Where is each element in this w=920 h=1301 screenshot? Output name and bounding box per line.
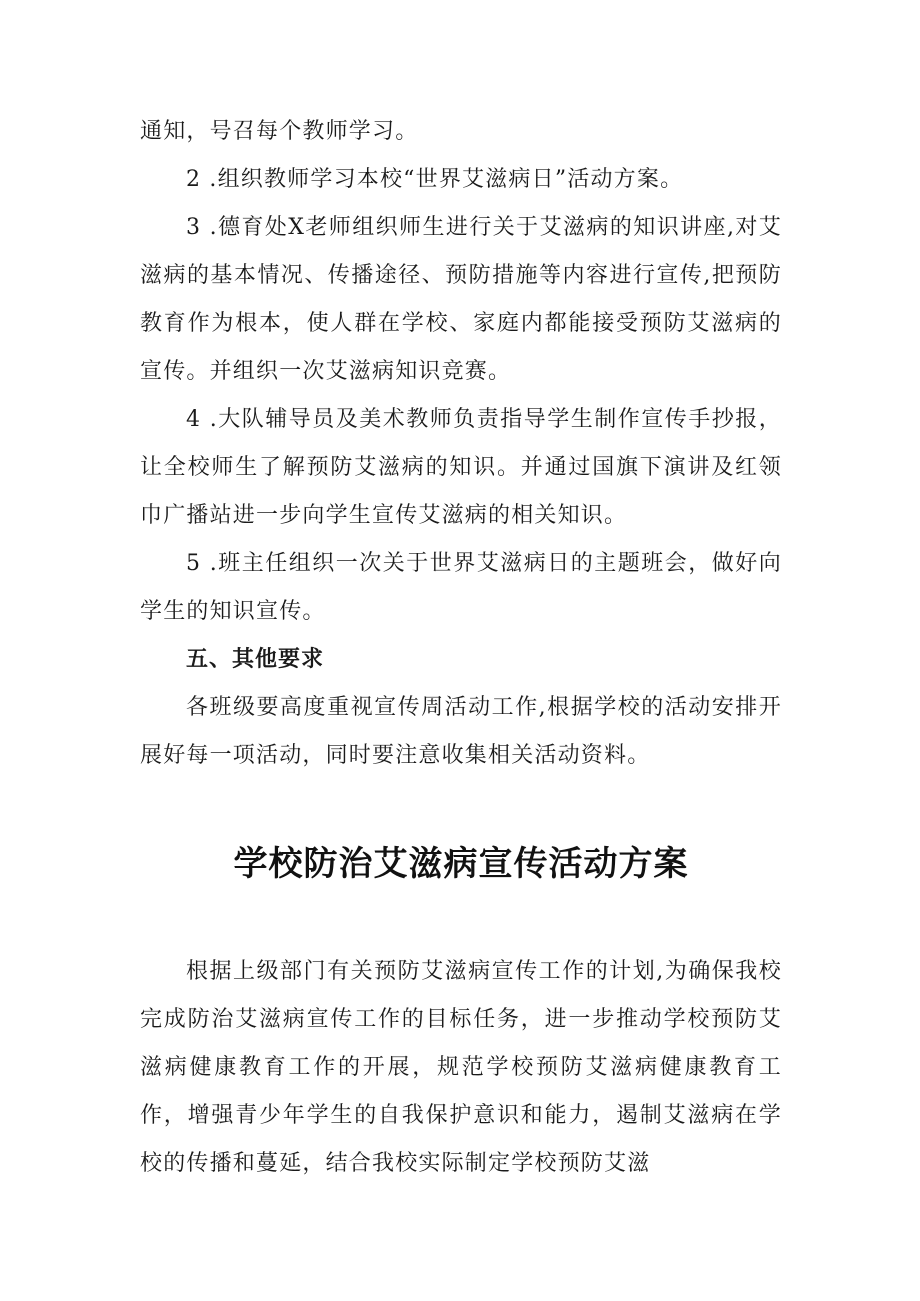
paragraph-item-3: 3 .德育处X老师组织师生进行关于艾滋病的知识讲座,对艾滋病的基本情况、传播途径、预防措施等内容进行宣传,把预防教育作为根本，使人群在学校、家庭内都能接受预防艾滋病的宣传。并组织一次艾滋病知识竞赛。 xyxy=(140,215,782,384)
paragraph-item-2: 2 .组织教师学习本校“世界艾滋病日”活动方案。 xyxy=(186,167,684,192)
paragraph-item-4: 4 .大队辅导员及美术教师负责指导学生制作宣传手抄报，让全校师生了解预防艾滋病的知识。并通过国旗下演讲及红领巾广播站进一步向学生宣传艾滋病的相关知识。 xyxy=(140,407,782,528)
document-page xyxy=(140,108,782,1188)
paragraph-intro: 根据上级部门有关预防艾滋病宣传工作的计划,为确保我校完成防治艾滋病宣传工作的目标任务，进一步推动学校预防艾滋病健康教育工作的开展，规范学校预防艾滋病健康教育工作，增强青少年学生的自我保护意识和能力，遏制艾滋病在学校的传播和蔓延，结合我校实际制定学校预防艾滋 xyxy=(140,959,782,1176)
document-title: 学校防治艾滋病宣传活动方案 xyxy=(233,844,689,884)
paragraph-other-requirements: 各班级要高度重视宣传周活动工作,根据学校的活动安排开展好每一项活动，同时要注意收集相关活动资料。 xyxy=(140,695,782,768)
paragraph-notice-continuation: 通知，号召每个教师学习。 xyxy=(140,119,419,144)
section-heading-other-requirements: 五、其他要求 xyxy=(186,647,325,672)
paragraph-item-5: 5 .班主任组织一次关于世界艾滋病日的主题班会，做好向学生的知识宣传。 xyxy=(140,551,782,624)
